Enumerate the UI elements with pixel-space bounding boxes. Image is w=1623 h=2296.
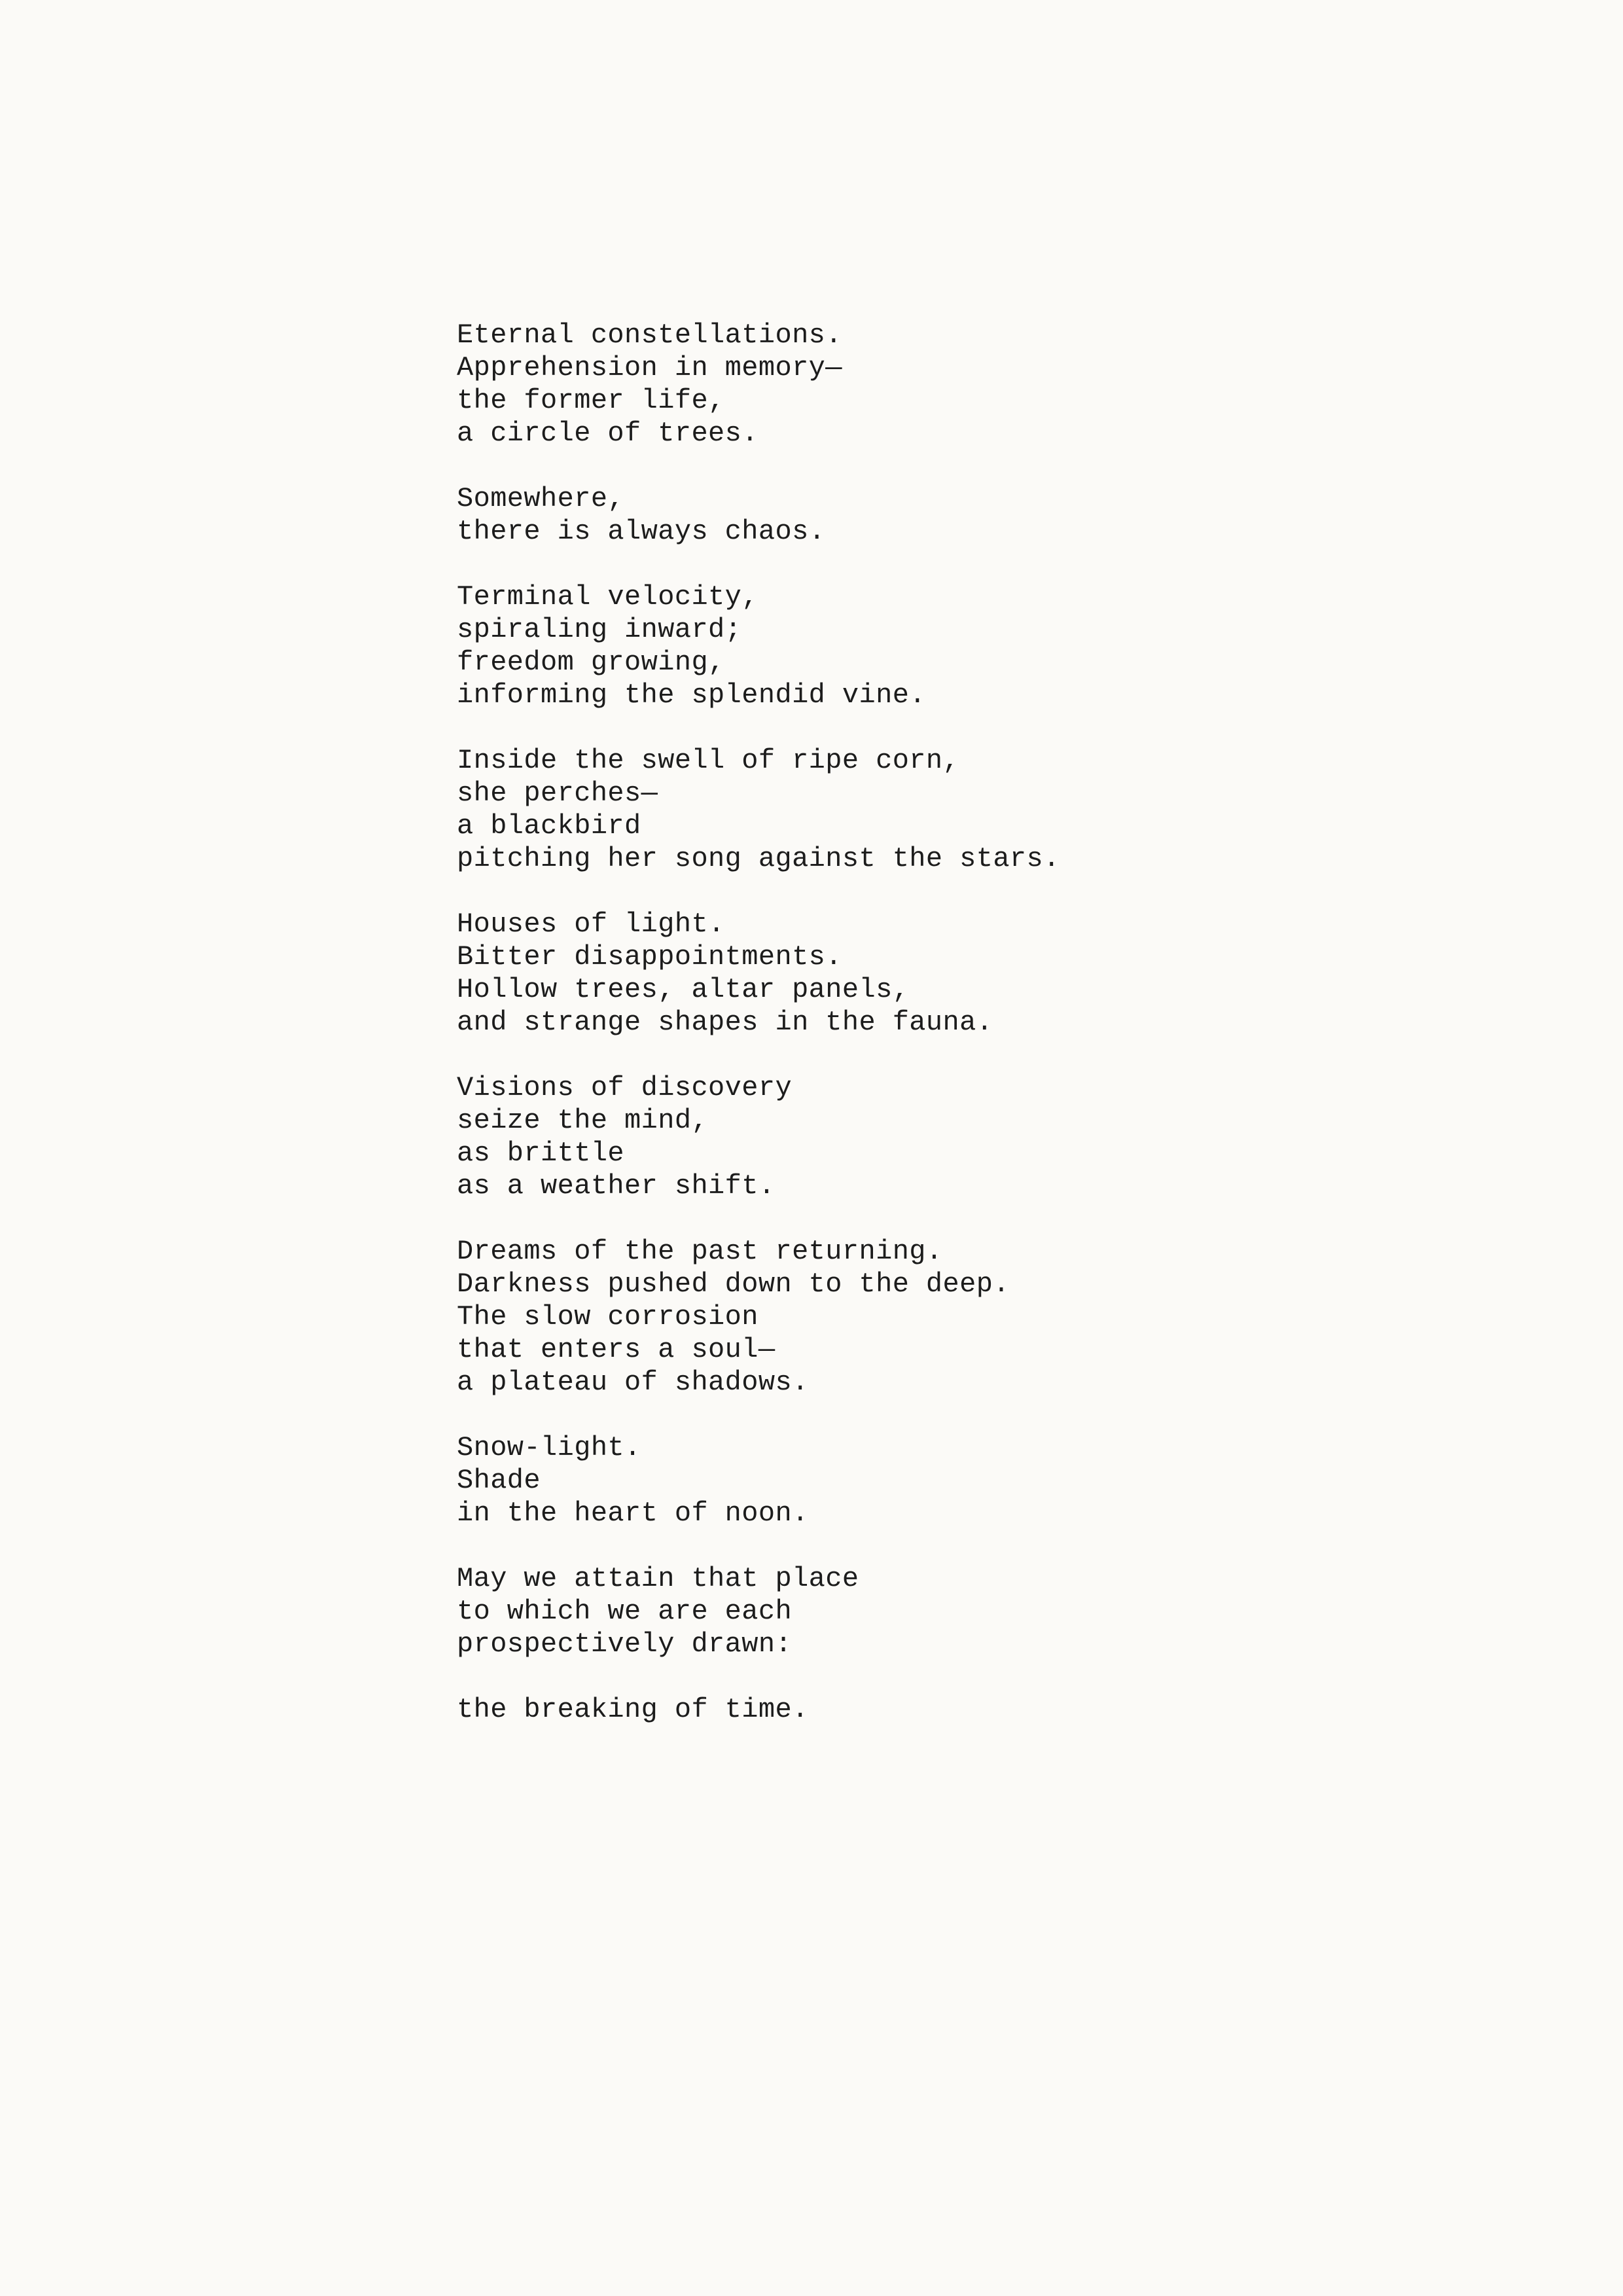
poem-line: as brittle [457, 1138, 625, 1169]
poem-line: she perches— [457, 778, 658, 809]
poem-line: prospectively drawn: [457, 1628, 793, 1660]
poem-line: Somewhere, [457, 483, 625, 514]
poem-line: Bitter disappointments. [457, 941, 842, 973]
poem-line: Darkness pushed down to the deep. [457, 1268, 1010, 1300]
poem-line: there is always chaos. [457, 516, 826, 547]
poem-line: spiraling inward; [457, 614, 742, 645]
poem-line: Houses of light. [457, 908, 725, 940]
stanza [457, 319, 1242, 450]
poem-line: Dreams of the past returning. [457, 1236, 943, 1267]
stanza [457, 1693, 1242, 1726]
poem-line: as a weather shift. [457, 1170, 776, 1202]
poem-line: Snow-light. [457, 1432, 641, 1463]
poem-line: the breaking of time. [457, 1694, 809, 1725]
poem-line: The slow corrosion [457, 1301, 758, 1333]
poem-line: a plateau of shadows. [457, 1367, 809, 1398]
stanza [457, 1071, 1242, 1202]
poem-line: and strange shapes in the fauna. [457, 1007, 993, 1038]
poem-line: Hollow trees, altar panels, [457, 974, 910, 1005]
poem-line: a blackbird [457, 810, 641, 842]
poem-line: Eternal constellations. [457, 319, 842, 351]
poem-body [457, 319, 1242, 1726]
poem-line: seize the mind, [457, 1105, 709, 1136]
poem-line: Terminal velocity, [457, 581, 758, 613]
poem-line: to which we are each [457, 1596, 793, 1627]
poem-line: that enters a soul— [457, 1334, 776, 1365]
stanza [457, 482, 1242, 548]
poem-line: a circle of trees. [457, 418, 758, 449]
poem-line: Visions of discovery [457, 1072, 793, 1103]
poem-line: informing the splendid vine. [457, 679, 926, 711]
stanza [457, 1431, 1242, 1530]
poem-line: pitching her song against the stars. [457, 843, 1060, 874]
stanza [457, 1562, 1242, 1660]
poem-line: the former life, [457, 385, 725, 416]
poem-line: Apprehension in memory— [457, 352, 842, 384]
poem-line: May we attain that place [457, 1563, 859, 1594]
poem-line: Inside the swell of ripe corn, [457, 745, 960, 776]
stanza [457, 744, 1242, 875]
poem-line: freedom growing, [457, 647, 725, 678]
poem-line: Shade [457, 1465, 541, 1496]
stanza [457, 1235, 1242, 1399]
poem-line: in the heart of noon. [457, 1498, 809, 1529]
stanza [457, 908, 1242, 1039]
stanza [457, 581, 1242, 711]
